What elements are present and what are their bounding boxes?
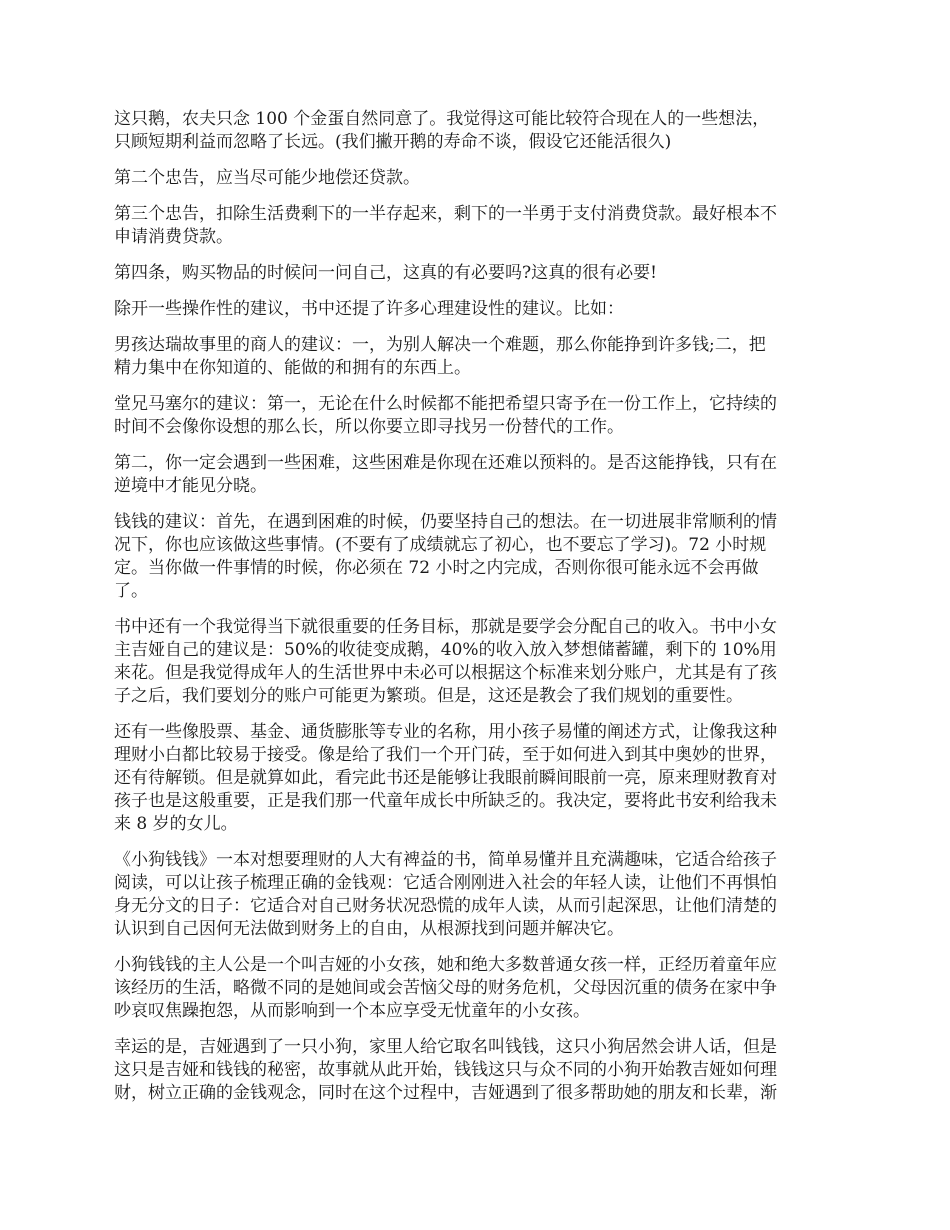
paragraph-book-recommendation: 《小狗钱钱》一本对想要理财的人大有裨益的书，简单易懂并且充满趣味，它适合给孩子 阅读，可以让孩子梳理正确的金钱观：它适合刚刚进入社会的年轻人读，让他们不再惧怕 身无分文的日子：它适合对自己财务状况恐慌的成年人读，从而引起深思，让他们清楚的 认识到自己因何无法做到财务上的自由，从根源找到问题并解决它。 xyxy=(114,850,777,939)
paragraph-protagonist: 小狗钱钱的主人公是一个叫吉娅的小女孩，她和绝大多数普通女孩一样，正经历着童年应 该经历的生活，略微不同的是她间或会苦恼父母的财务危机，父母因沉重的债务在家中争 吵哀叹焦躁抱怨，从而影响到一个本应享受无忧童年的小女孩。 xyxy=(114,955,777,1021)
paragraph-fourth-advice: 第四条，购买物品的时候问一问自己，这真的有必要吗?这真的很有必要! xyxy=(114,263,657,283)
paragraph-second-advice: 第二个忠告，应当尽可能少地偿还贷款。 xyxy=(114,168,420,188)
paragraph-cousin-advice: 堂兄马塞尔的建议：第一，无论在什么时候都不能把希望只寄予在一份工作上，它持续的 时间不会像你设想的那么长，所以你要立即寻找另一份替代的工作。 xyxy=(114,394,777,437)
paragraph-difficulties: 第二，你一定会遇到一些困难，这些困难是你现在还难以预料的。是否这能挣钱，只有在 逆境中才能见分晓。 xyxy=(114,453,777,496)
paragraph-financial-terms: 还有一些像股票、基金、通货膨胀等专业的名称，用小孩子易懂的阐述方式，让像我这种 理财小白都比较易于接受。像是给了我们一个开门砖，至于如何进入到其中奥妙的世界， 还有待解锁。但是就算如此，看完此书还是能够让我眼前瞬间眼前一亮，原来理财教育对 孩子也是这般重要，正是我们那一代童年成长中所缺乏的。我决定，要将此书安利给我未 来 8 岁的女儿。 xyxy=(114,722,777,834)
paragraph-income-allocation: 书中还有一个我觉得当下就很重要的任务目标，那就是要学会分配自己的收入。书中小女 主吉娅自己的建议是：50%的收徒变成鹅，40%的收入放入梦想储蓄罐，剩下的 10%用 来花。但是我觉得成年人的生活世界中未必可以根据这个标准来划分账户，尤其是有了孩 子之后，我们要划分的账户可能更为繁琐。但是，这还是教会了我们规划的重要性。 xyxy=(114,617,777,706)
document-body xyxy=(114,108,840,1118)
paragraph-golden-goose: 这只鹅，农夫只念 100 个金蛋自然同意了。我觉得这可能比较符合现在人的一些想法， 只顾短期利益而忽略了长远。(我们撇开鹅的寿命不谈，假设它还能活很久) xyxy=(114,109,770,152)
paragraph-third-advice: 第三个忠告，扣除生活费剩下的一半存起来，剩下的一半勇于支付消费贷款。最好根本不 申请消费贷款。 xyxy=(114,204,777,247)
paragraph-story-start: 幸运的是，吉娅遇到了一只小狗，家里人给它取名叫钱钱，这只小狗居然会讲人话，但是 这只是吉娅和钱钱的秘密，故事就从此开始，钱钱这只与众不同的小狗开始教吉娅如何理 财，树立正确的金钱观念，同时在这个过程中，吉娅遇到了很多帮助她的朋友和长辈，渐 xyxy=(114,1037,777,1103)
paragraph-merchant-advice: 男孩达瑞故事里的商人的建议：一，为别人解决一个难题，那么你能挣到许多钱;二，把 精力集中在你知道的、能做的和拥有的东西上。 xyxy=(114,335,766,378)
paragraph-psychological-intro: 除开一些操作性的建议，书中还提了许多心理建设性的建议。比如： xyxy=(114,299,624,319)
paragraph-qianqian-advice: 钱钱的建议：首先，在遇到困难的时候，仍要坚持自己的想法。在一切进展非常顺利的情 况下，你也应该做这些事情。(不要有了成绩就忘了初心，也不要忘了学习)。72 小时规 定。当你做一件事情的时候，你必须在 72 小时之内完成，否则你很可能永远不会再做 了。 xyxy=(114,512,777,601)
